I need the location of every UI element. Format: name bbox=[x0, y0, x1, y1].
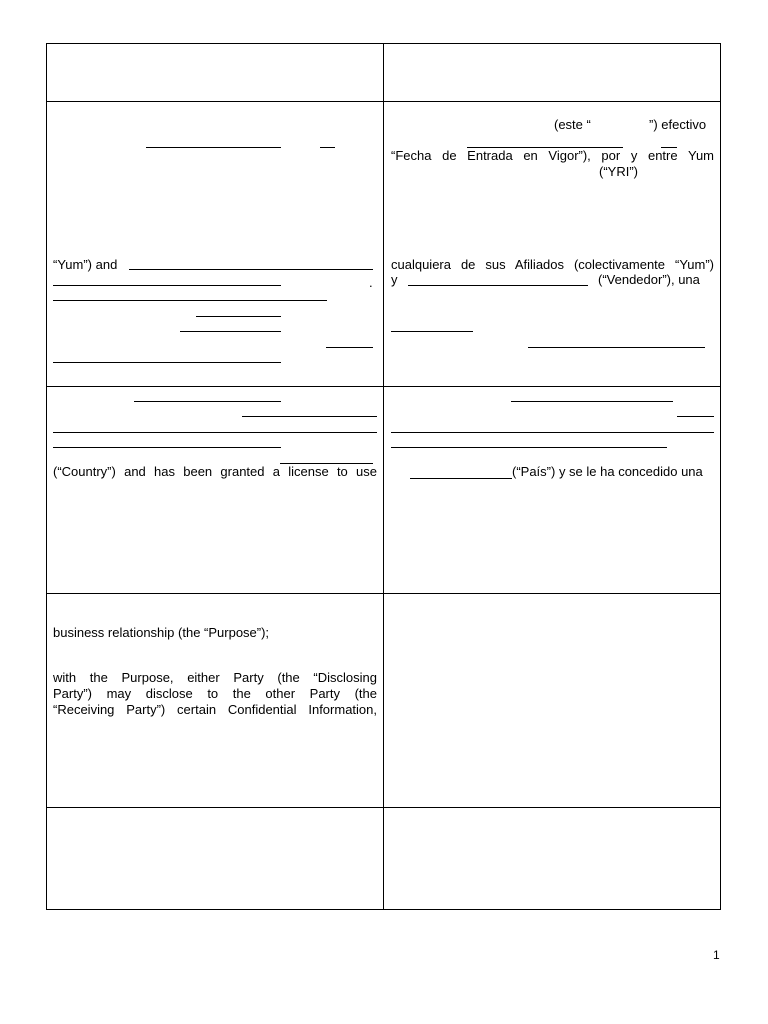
page-number: 1 bbox=[713, 948, 720, 962]
blank-line bbox=[326, 347, 373, 348]
blank-line bbox=[391, 432, 714, 433]
vendor-name-blank bbox=[129, 269, 373, 270]
este-open-text: (este “ bbox=[554, 117, 591, 132]
este-close-text: ”) efectivo bbox=[649, 117, 707, 132]
disclosure-line-1: with the Purpose, either Party (the “Disclosing bbox=[53, 670, 377, 685]
row-divider-3 bbox=[46, 593, 721, 594]
period-text: . bbox=[369, 275, 373, 290]
fecha-text: “Fecha de Entrada en Vigor”), por y entre Yum bbox=[391, 148, 714, 163]
column-divider bbox=[383, 43, 384, 910]
row-divider-1 bbox=[46, 101, 721, 102]
blank-line bbox=[146, 147, 281, 148]
y-text: y bbox=[391, 272, 398, 287]
blank-line bbox=[511, 401, 673, 402]
row-divider-2 bbox=[46, 386, 721, 387]
blank-line bbox=[53, 300, 327, 301]
disclosure-line-2: Party”) may disclose to the other Party (the bbox=[53, 686, 377, 701]
yum-and-text: “Yum”) and bbox=[53, 257, 118, 272]
vendor-name-blank-es bbox=[408, 285, 588, 286]
disclosure-line-3: “Receiving Party”) certain Confidential Information, bbox=[53, 702, 377, 717]
pais-text: (“País”) y se le ha concedido una bbox=[512, 464, 703, 479]
blank-line bbox=[196, 316, 281, 317]
blank-line bbox=[180, 331, 281, 332]
purpose-text: business relationship (the “Purpose”); bbox=[53, 625, 270, 640]
blank-line bbox=[53, 447, 281, 448]
blank-line bbox=[134, 401, 281, 402]
blank-line bbox=[677, 416, 714, 417]
blank-line bbox=[242, 416, 377, 417]
blank-line bbox=[320, 147, 335, 148]
row-divider-4 bbox=[46, 807, 721, 808]
blank-line bbox=[53, 285, 281, 286]
blank-line bbox=[528, 347, 705, 348]
blank-line bbox=[53, 362, 281, 363]
country-text: (“Country”) and has been granted a license to use bbox=[53, 464, 377, 479]
vendedor-text: (“Vendedor”), una bbox=[598, 272, 700, 287]
blank-line bbox=[391, 447, 667, 448]
pais-blank bbox=[410, 478, 512, 479]
blank-line bbox=[391, 331, 473, 332]
yri-text: (“YRI”) bbox=[599, 164, 638, 179]
afiliados-text: cualquiera de sus Afiliados (colectivamente “Yum”) bbox=[391, 257, 714, 272]
blank-line bbox=[53, 432, 377, 433]
